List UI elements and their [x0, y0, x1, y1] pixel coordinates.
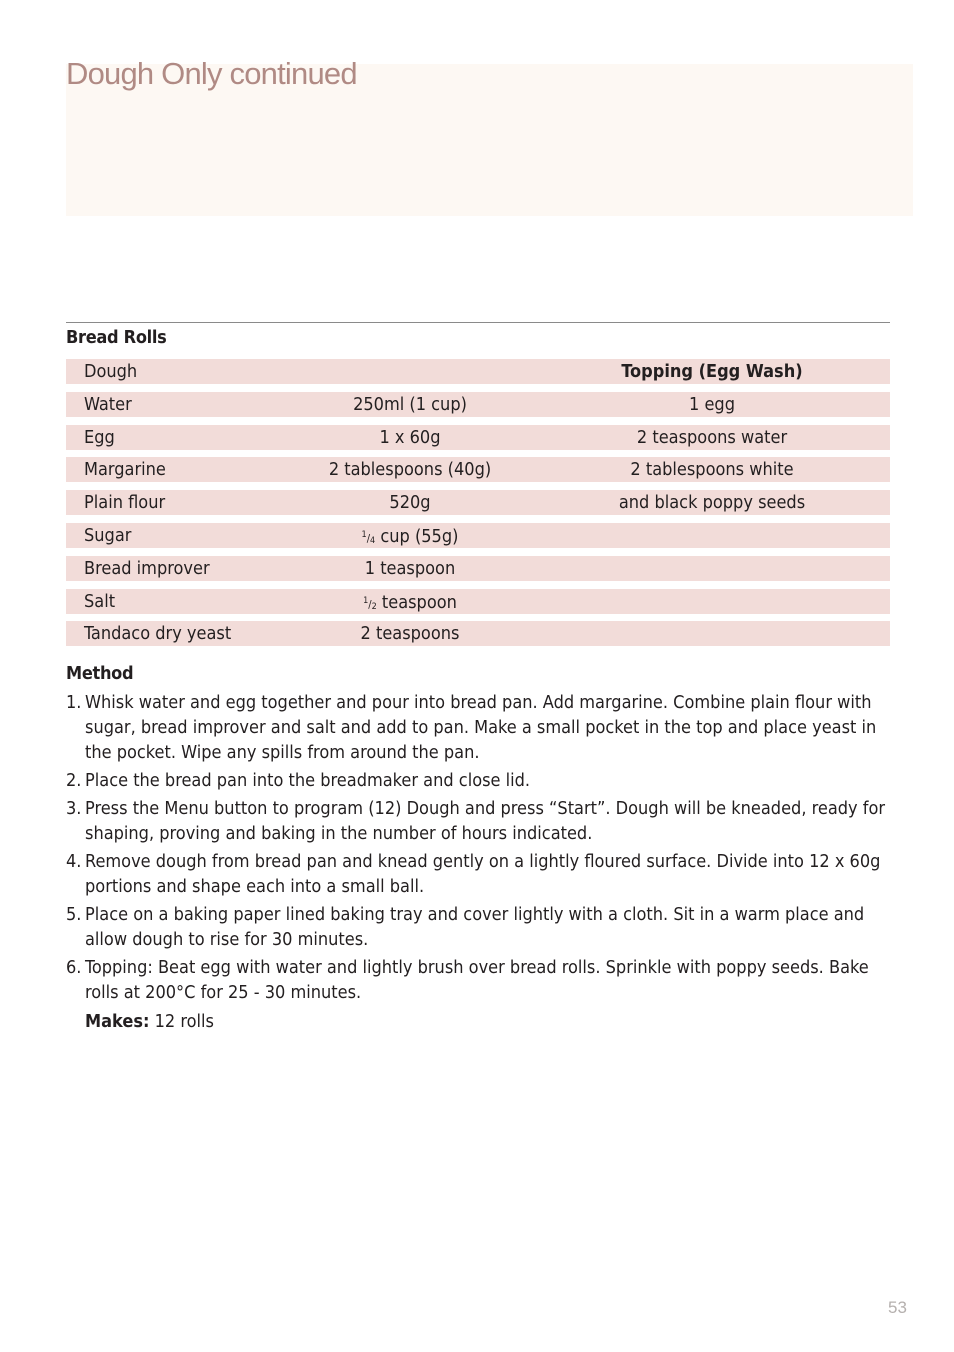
topping-item: 2 tablespoons white [630, 459, 794, 481]
ingredient-name: Salt [84, 590, 116, 612]
ingredient-name: Dough [84, 361, 138, 382]
ingredient-quantity: $^1/_4$ cup (55g) [361, 525, 459, 547]
fraction: $^1/_4$ [361, 529, 376, 546]
table-row [66, 490, 890, 515]
method-steps [66, 690, 896, 1008]
table-row [66, 392, 890, 417]
ingredient-name: Water [84, 393, 132, 415]
method-title: Method [66, 663, 134, 684]
section-divider [66, 322, 890, 323]
topping-item: 2 teaspoons water [636, 426, 788, 448]
fraction: $^1/_2$ [363, 595, 377, 612]
topping-heading: Topping (Egg Wash) [621, 361, 803, 382]
ingredient-quantity: 2 teaspoons [360, 623, 460, 645]
method-step: 4. Remove dough from bread pan and knead gently on a lightly floured surface. Divide into 12 x 60g portions and shape each into a small ball. [66, 851, 881, 897]
topping-item: and black poppy seeds [618, 492, 806, 514]
table-row [66, 523, 890, 548]
table-row [66, 425, 890, 450]
method-step: 6. Topping: Beat egg with water and lightly brush over bread rolls. Sprinkle with poppy seeds. Bake rolls at 200°C for 25 - 30 minutes. [66, 957, 869, 1003]
yield-value: 12 rolls [154, 1011, 214, 1032]
yield [85, 1009, 214, 1034]
method-step: 3. Press the Menu button to program (12) Dough and press “Start”. Dough will be kneaded, ready for shaping, proving and baking in the number of hours indicated. [66, 798, 886, 844]
recipe-title: Bread Rolls [66, 327, 167, 348]
table-row [66, 621, 890, 646]
ingredient-quantity: 1 teaspoon [364, 557, 456, 579]
ingredient-quantity: 2 tablespoons (40g) [328, 459, 492, 481]
ingredient-name: Margarine [84, 459, 166, 481]
ingredient-name: Plain flour [84, 492, 166, 514]
ingredient-quantity: 1 x 60g [379, 426, 441, 448]
table-row [66, 457, 890, 482]
table-row [66, 359, 890, 384]
table-row [66, 556, 890, 581]
ingredient-quantity: $^1/_2$ teaspoon [363, 591, 457, 613]
page-number: 53 [888, 1298, 907, 1317]
ingredient-quantity: 250ml (1 cup) [353, 393, 467, 415]
yield-label: Makes: [85, 1011, 150, 1032]
topping-item: 1 egg [689, 393, 735, 415]
ingredient-quantity: 520g [389, 492, 431, 514]
table-row [66, 589, 890, 614]
method-step: 5. Place on a baking paper lined baking tray and cover lightly with a cloth. Sit in a warm place and allow dough to rise for 30 minutes. [66, 904, 865, 950]
ingredient-name: Egg [84, 426, 115, 448]
page-title: Dough Only continued [66, 56, 357, 91]
ingredient-name: Bread improver [84, 557, 210, 579]
ingredients-table [66, 359, 890, 654]
method-step: 2. Place the bread pan into the breadmaker and close lid. [66, 770, 531, 791]
ingredient-name: Sugar [84, 524, 132, 546]
ingredient-name: Tandaco dry yeast [84, 623, 232, 645]
method-step: 1. Whisk water and egg together and pour into bread pan. Add margarine. Combine plain flour with sugar, bread improver and salt and add to pan. Make a small pocket in the top and place yeast in the pocket. Wipe any spills from around the pan. [66, 692, 877, 763]
